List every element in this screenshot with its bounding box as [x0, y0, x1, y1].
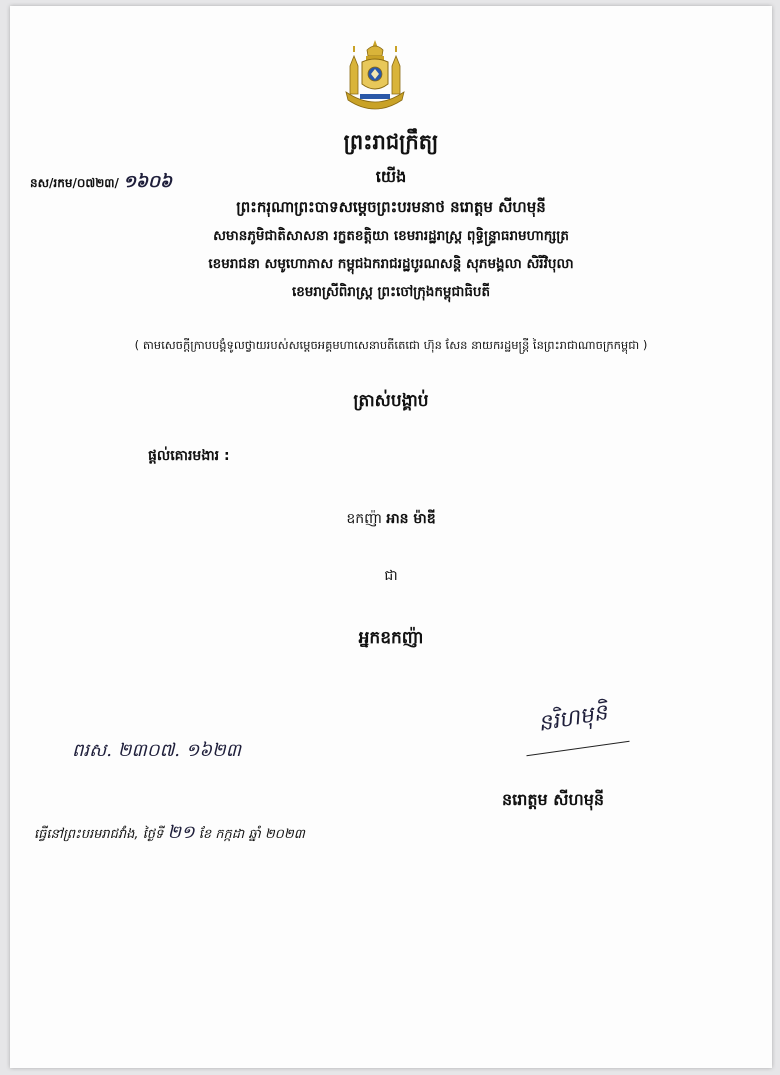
basis-line: ( តាមសេចក្តីក្រាបបង្គំទូលថ្វាយរបស់សម្តេចអគ្គមហាសេនាបតីតេជោ ហ៊ុន សែន នាយករដ្ឋមន្ត្រី នៃព្រះរាជាណាចក្រកម្ពុជា ) — [134, 338, 648, 352]
place-date-prefix: ធ្វើនៅព្រះបរមរាជវាំង, ថ្ងៃទី — [34, 827, 164, 842]
awarded-title: អ្នកឧកញ៉ា — [358, 628, 424, 648]
decree-subtitle: យើង — [375, 167, 407, 186]
place-date-suffix: ខែ កក្កដា ឆ្នាំ ២០២៣ — [198, 827, 305, 842]
signature-underline — [526, 741, 629, 756]
signature: នរិហមុនិ — [536, 700, 610, 737]
reference-number-printed: នស/រកម/០៧២៣/ — [30, 176, 119, 190]
royal-coat-of-arms-icon — [340, 36, 410, 116]
monarch-line-1: ព្រះករុណាព្រះបាទសម្តេចព្រះបរមនាថ នរោត្តម សីហមុនី — [236, 198, 546, 216]
day-handwritten: ២១ — [167, 822, 195, 843]
place-date-line — [34, 822, 305, 844]
monarch-line-2: សមានភូមិជាតិសាសនា រក្ខតខត្តិយា ខេមរារដ្ឋរាស្ត្រ ពុទ្ធិន្ទ្រាធរាមហាក្សត្រ — [213, 228, 569, 244]
monarch-line-3: ខេមរាជនា សមូហោភាស កម្ពុជឯករាជរដ្ឋបូរណសន្តិ សុភមង្គលា សិរីវិបុលា — [208, 256, 574, 272]
recipient-line — [10, 511, 772, 528]
recipient-title: ឧកញ៉ា — [346, 511, 382, 527]
decree-title: ព្រះរាជក្រឹត្យ — [343, 130, 439, 154]
decree-page — [10, 6, 772, 1068]
as-word: ជា — [384, 568, 398, 584]
reference-number-handwritten: ១៦០៦ — [123, 172, 173, 192]
monarch-line-4: ខេមរាស្រីពិរាស្ត្រ ព្រះចៅក្រុងកម្ពុជាធិបតី — [291, 284, 491, 300]
handwritten-registry-number: ពរស. ២៣០៧. ១៦២៣ — [72, 740, 242, 761]
recipient-name: អាន ម៉ាឌី — [386, 511, 436, 527]
decree-heading: ត្រាស់បង្គាប់ — [353, 391, 429, 411]
award-label: ផ្តល់គោរមងារ : — [148, 448, 230, 464]
signatory-name: នរោត្តម សីហមុនី — [502, 790, 605, 809]
